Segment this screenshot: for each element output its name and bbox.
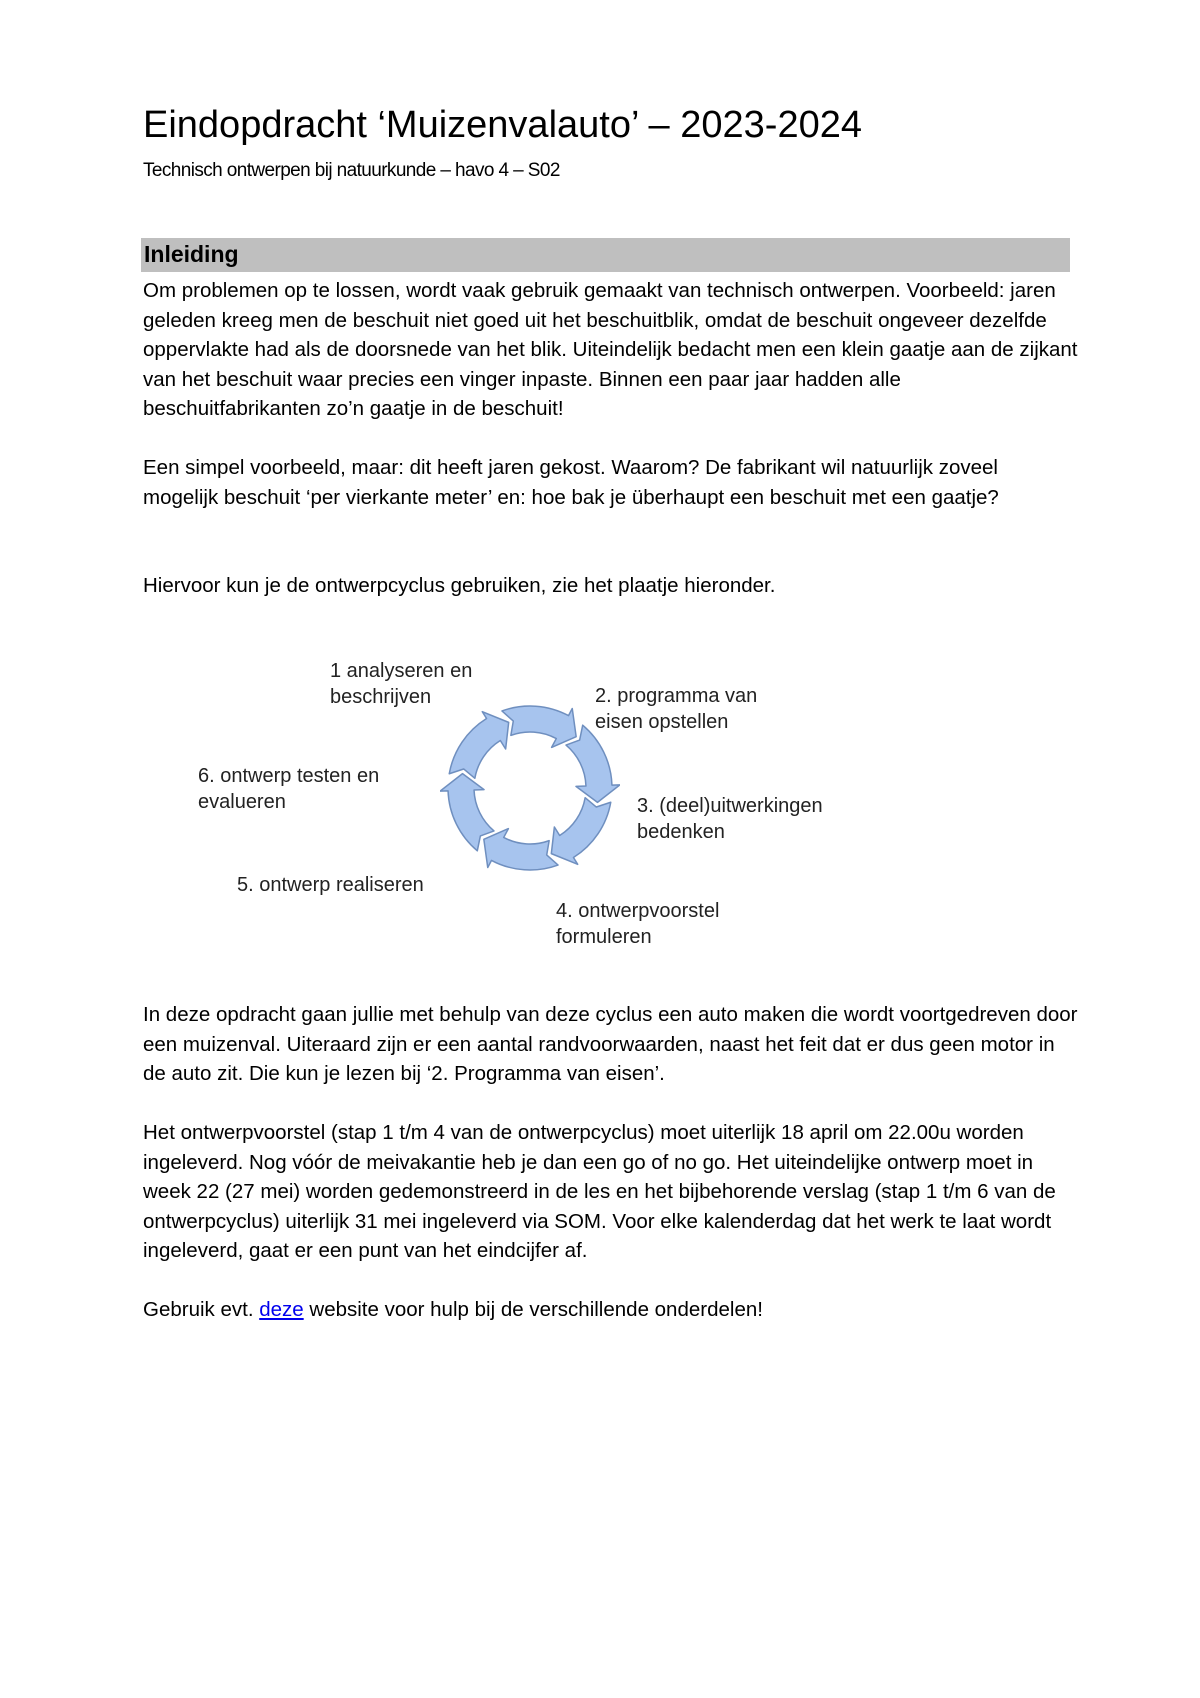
help-website-link[interactable]: deze: [259, 1298, 304, 1321]
section-header-bar: [141, 238, 1070, 272]
design-cycle-diagram: [190, 650, 870, 970]
help-paragraph: [143, 1295, 1078, 1325]
cycle-step-1-line-1: 1 analyseren en: [330, 660, 473, 682]
assignment-paragraph: In deze opdracht gaan jullie met behulp van deze cyclus een auto maken die wordt voortgedreven door een muizenval. Uiteraard zijn er een aantal randvoorwaarden, naast het feit dat er dus geen motor in de auto zit. Die kun je lezen bij ‘2. Programma van eisen’.: [143, 1003, 1078, 1085]
help-text-after: website voor hulp bij de verschillende onderdelen!: [303, 1298, 763, 1321]
cycle-step-6-line-1: 6. ontwerp testen en: [198, 765, 380, 787]
document-title: Eindopdracht ‘Muizenvalauto’ – 2023-2024: [143, 104, 862, 146]
deadline-paragraph: Het ontwerpvoorstel (stap 1 t/m 4 van de ontwerpcyclus) moet uiterlijk 18 april om 22.00u worden ingeleverd. Nog vóór de meivakantie heb je dan een go of no go. Het uiteindelijke ontwerp moet in week 22 (27 mei) worden gedemonstreerd in de les en het bijbehorende verslag (stap 1 t/m 6 van de ontwerpcyclus) uiterlijk 31 mei ingeleverd via SOM. Voor elke kalenderdag dat het werk te laat wordt ingeleverd, gaat er een punt van het eindcijfer af.: [143, 1121, 1056, 1262]
cycle-step-1-line-2: beschrijven: [330, 686, 432, 708]
cycle-arrow-4: [484, 829, 558, 870]
cycle-step-3-label: [637, 793, 823, 845]
cycle-arrow-1: [502, 706, 576, 747]
cycle-step-2-line-2: eisen opstellen: [595, 711, 729, 733]
cycle-step-6-line-2: evalueren: [198, 791, 286, 813]
section-heading: Inleiding: [144, 241, 239, 267]
cycle-arrows-ring: [440, 698, 620, 878]
example-paragraph: Een simpel voorbeeld, maar: dit heeft jaren gekost. Waarom? De fabrikant wil natuurlijk zoveel mogelijk beschuit ‘per vierkante meter’ en: hoe bak je überhaupt een beschuit met een gaatje?: [143, 456, 999, 509]
cycle-step-2-line-1: 2. programma van: [595, 685, 758, 707]
cycle-arrow-3: [551, 798, 610, 865]
cycle-step-5-line-1: 5. ontwerp realiseren: [237, 874, 424, 896]
cycle-step-3-line-1: 3. (deel)uitwerkingen: [637, 795, 823, 817]
cycle-intro-paragraph: Hiervoor kun je de ontwerpcyclus gebruiken, zie het plaatje hieronder.: [143, 574, 776, 597]
intro-paragraph: Om problemen op te lossen, wordt vaak gebruik gemaakt van technisch ontwerpen. Voorbeeld: jaren geleden kreeg men de beschuit niet goed uit het beschuitblik, omdat de beschuit ongeveer dezelfde oppervlakte had als de doorsnede van het blik. Uiteindelijk bedacht men een klein gaatje aan de zijkant van het beschuit waar precies een vinger inpaste. Binnen een paar jaar hadden alle beschuitfabrikanten zo’n gaatje in de beschuit!: [143, 279, 1078, 420]
cycle-step-4-label: [556, 898, 719, 950]
cycle-step-4-line-1: 4. ontwerpvoorstel: [556, 900, 720, 922]
cycle-step-6-label: [198, 763, 379, 815]
cycle-arrow-6: [449, 712, 508, 779]
document-subtitle: Technisch ontwerpen bij natuurkunde – havo 4 – S02: [143, 160, 560, 181]
cycle-step-3-line-2: bedenken: [637, 821, 725, 843]
cycle-step-5-label: [237, 872, 424, 898]
cycle-arrows-group: [440, 706, 620, 870]
help-text-before: Gebruik evt.: [143, 1298, 260, 1321]
cycle-step-4-line-2: formuleren: [556, 926, 652, 948]
